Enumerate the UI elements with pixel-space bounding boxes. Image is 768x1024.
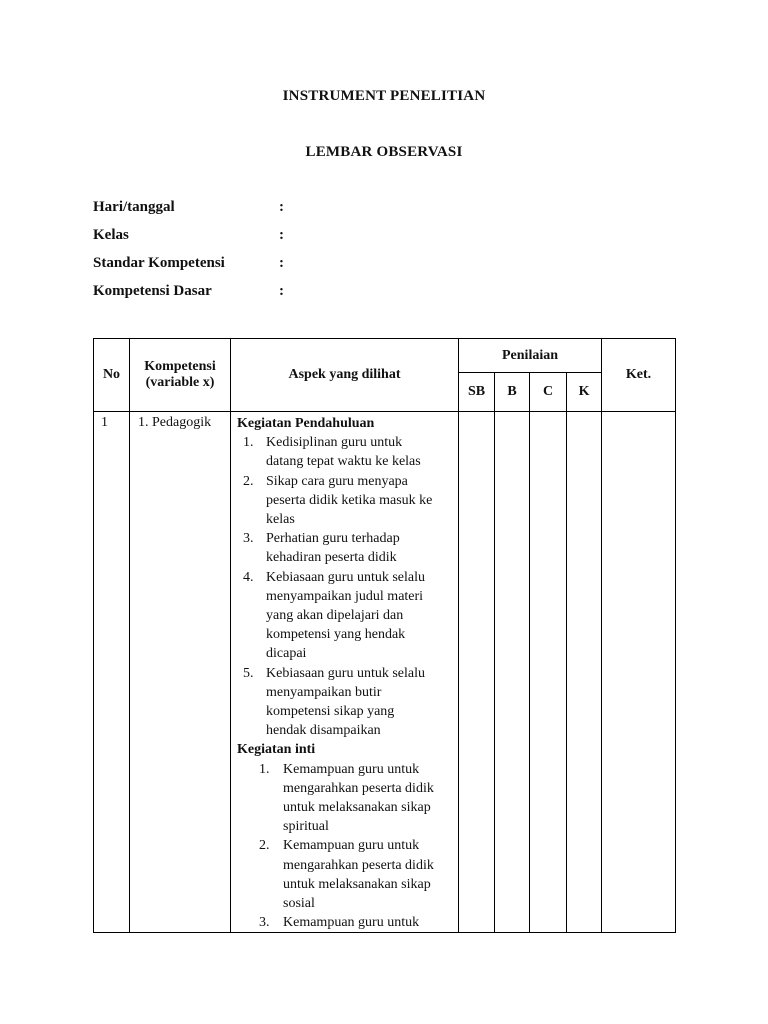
list-item-number: 2.: [259, 838, 270, 854]
list-item: [237, 529, 454, 567]
list-item-line: hendak disampaikan: [266, 723, 381, 739]
header-score-b: B: [495, 373, 530, 412]
list-item-line: Kemampuan guru untuk: [283, 761, 420, 777]
document-title: INSTRUMENT PENELITIAN: [282, 88, 486, 104]
list-item: [237, 568, 454, 664]
info-row-kelas: [93, 227, 393, 247]
list-item-line: yang akan dipelajari dan: [266, 608, 404, 624]
header-kompetensi-line2: (variable x): [145, 375, 215, 390]
list-item-text: [283, 760, 454, 837]
observation-table: [93, 338, 676, 933]
list-item-text: [266, 433, 454, 471]
list-item-number: 2.: [243, 473, 254, 489]
list-item-text: [266, 472, 454, 530]
list-item-line: dicapai: [266, 646, 307, 662]
score-cell-k[interactable]: [567, 412, 602, 933]
list-item-text: [266, 664, 454, 741]
info-colon: :: [279, 227, 284, 243]
score-cell-c[interactable]: [530, 412, 567, 933]
list-item: [237, 433, 454, 471]
header-score-c: C: [530, 373, 567, 412]
info-label: Kompetensi Dasar: [93, 283, 212, 299]
info-row-hari-tanggal: [93, 199, 393, 219]
header-penilaian: Penilaian: [459, 339, 602, 373]
list-item-line: mengarahkan peserta didik: [283, 780, 434, 796]
list-item-line: sosial: [283, 896, 315, 912]
list-item-text: [266, 529, 454, 567]
list-item-line: kehadiran peserta didik: [266, 550, 397, 566]
list-item-line: kompetensi yang hendak: [266, 627, 406, 643]
list-item-line: peserta didik ketika masuk ke: [266, 492, 433, 508]
list-item: [237, 836, 454, 913]
row-kompetensi: 1. Pedagogik: [130, 412, 231, 933]
list-item-number: 4.: [243, 569, 254, 585]
list-item-line: datang tepat waktu ke kelas: [266, 454, 421, 470]
header-no: No: [94, 339, 130, 412]
list-item-number: 5.: [243, 665, 254, 681]
list-item-number: 1.: [259, 761, 270, 777]
list-item-line: menyampaikan judul materi: [266, 588, 424, 604]
info-label: Hari/tanggal: [93, 199, 175, 215]
header-score-sb: SB: [459, 373, 495, 412]
list-item-line: kompetensi sikap yang: [266, 704, 395, 720]
info-row-kompetensi-dasar: [93, 283, 393, 303]
list-item: [237, 913, 454, 932]
list-item-line: Kebiasaan guru untuk selalu: [266, 569, 426, 585]
list-item-line: Kebiasaan guru untuk selalu: [266, 665, 426, 681]
section-title-pendahuluan: Kegiatan Pendahuluan: [237, 416, 375, 431]
list-item-line: Perhatian guru terhadap: [266, 531, 400, 547]
list-item-text: [266, 568, 454, 664]
header-kompetensi: [130, 339, 231, 412]
list-item-line: Kemampuan guru untuk: [283, 838, 420, 854]
list-item: [237, 664, 454, 741]
document-subtitle: LEMBAR OBSERVASI: [305, 144, 463, 160]
list-item-line: untuk melaksanakan sikap: [283, 800, 431, 816]
list-item-line: Kemampuan guru untuk: [283, 915, 420, 931]
list-item-text: [283, 913, 454, 932]
header-ket: Ket.: [602, 339, 676, 412]
header-score-k: K: [567, 373, 602, 412]
info-colon: :: [279, 283, 284, 299]
list-item-line: spiritual: [283, 819, 329, 835]
list-item-line: untuk melaksanakan sikap: [283, 876, 431, 892]
score-cell-b[interactable]: [495, 412, 530, 933]
inti-list: [237, 760, 454, 933]
section-title-inti: Kegiatan inti: [237, 742, 316, 758]
ket-cell[interactable]: [602, 412, 676, 933]
list-item-line: menyampaikan butir: [266, 684, 382, 700]
list-item-line: Sikap cara guru menyapa: [266, 473, 408, 489]
header-aspek: Aspek yang dilihat: [231, 339, 459, 412]
list-item-line: mengarahkan peserta didik: [283, 857, 434, 873]
row-number: 1: [94, 412, 130, 933]
row-aspek: [231, 412, 459, 933]
list-item-number: 1.: [243, 435, 254, 451]
list-item-line: kelas: [266, 512, 295, 528]
table-row: [94, 412, 676, 933]
info-colon: :: [279, 255, 284, 271]
info-colon: :: [279, 199, 284, 215]
header-kompetensi-line1: Kompetensi: [144, 359, 216, 374]
list-item-number: 3.: [243, 531, 254, 547]
pendahuluan-list: [237, 433, 454, 740]
score-cell-sb[interactable]: [459, 412, 495, 933]
list-item: [237, 472, 454, 530]
info-row-standar-kompetensi: [93, 255, 393, 275]
info-label: Standar Kompetensi: [93, 255, 225, 271]
list-item-text: [283, 836, 454, 913]
list-item-number: 3.: [259, 915, 270, 931]
list-item: [237, 760, 454, 837]
info-label: Kelas: [93, 227, 129, 243]
list-item-line: Kedisiplinan guru untuk: [266, 435, 403, 451]
